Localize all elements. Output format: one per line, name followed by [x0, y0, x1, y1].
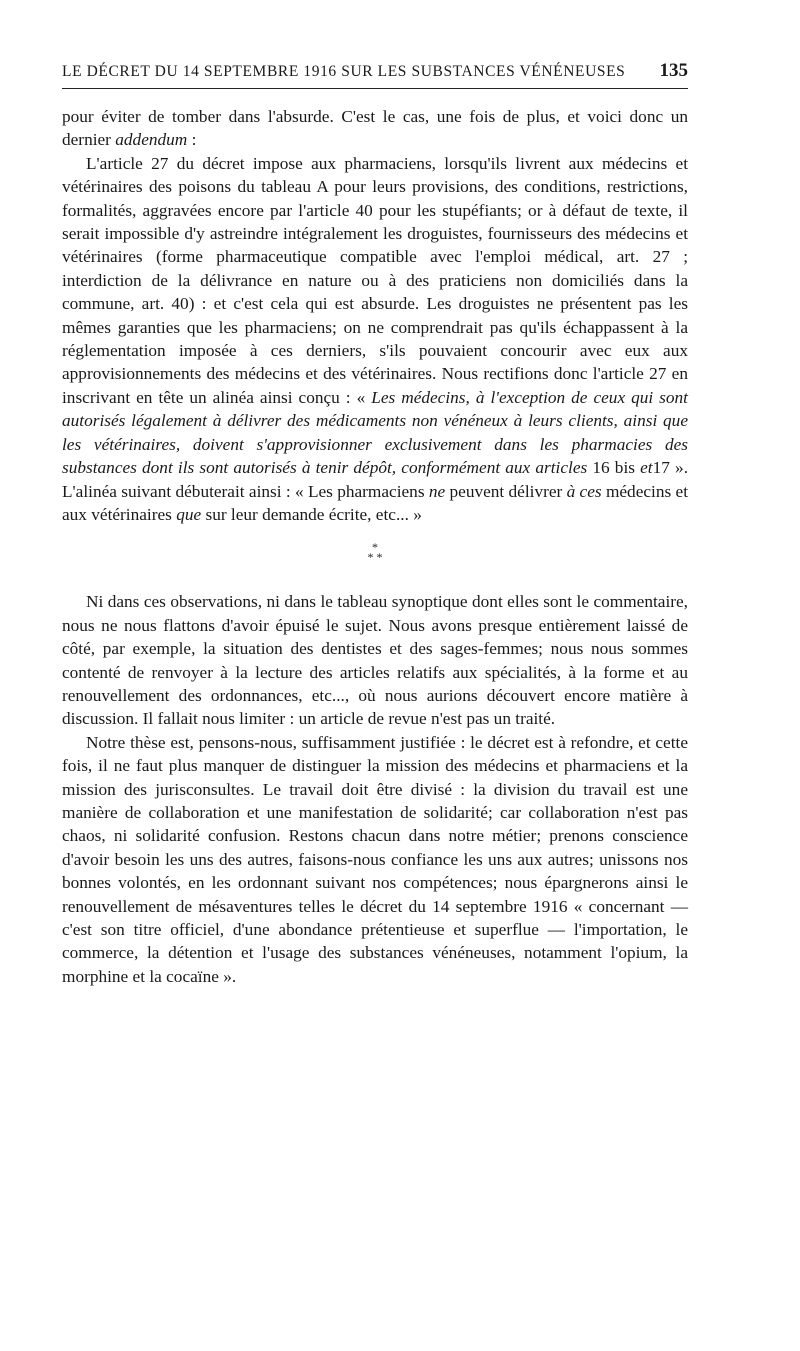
closing-text: sur leur demande écrite, etc... »: [201, 504, 422, 524]
article-ref-16bis: 16 bis: [592, 458, 635, 478]
paragraph-intro: [62, 105, 688, 152]
intro-text: pour éviter de tomber dans l'absurde. C'est le cas, une fois de plus, et voici donc un dernier: [62, 107, 688, 150]
ne-italic: ne: [428, 481, 446, 501]
quoted-amendment: Les médecins, à l'exception de ceux qui sont autorisés légalement à délivrer des médicaments non vénéneux à leurs clients, ainsi que les vétérinaires, doivent s'approvisionner exclusivement dans les pharmacies des substances dont ils sont autorisés à tenir dépôt, conformément aux articles: [62, 387, 688, 478]
que-italic: que: [176, 504, 202, 524]
et-italic: et: [640, 458, 653, 478]
section-separator: [62, 540, 688, 565]
paragraph-conclusion: Notre thèse est, pensons-nous, suffisamment justifiée : le décret est à refondre, et cette fois, il ne faut plus manquer de distinguer la mission des médecins et pharmaciens et la mission des jurisconsultes. Le travail doit être divisé : la division du travail est une manière de collaboration et une manifestation de solidarité; car collaboration n'est pas chaos, ni solidarité confusion. Restons chacun dans notre métier; prenons conscience d'avoir besoin les uns des autres, faisons-nous confiance les uns aux autres; unissons nos bonnes volontés, en les ordonnant suivant nos compétences; nous épargnerons ainsi le renouvellement de mésaventures telles le décret du 14 septembre 1916 « concernant — c'est son titre officiel, d'une abondance prétentieuse et superflue — l'importation, le commerce, la détention et l'usage des substances vénéneuses, notamment l'opium, la morphine et la cocaïne ».: [62, 732, 688, 986]
asterism-top: *: [372, 540, 378, 555]
asterism-bottom: * *: [367, 550, 383, 565]
body-text: [62, 105, 688, 988]
page: [62, 60, 688, 988]
paragraph-article-27: [62, 152, 688, 527]
a-ces-italic: à ces: [566, 481, 602, 501]
article-27-text: L'article 27 du décret impose aux pharmaciens, lorsqu'ils livrent aux médecins et vétérinaires des poisons du tableau A pour leurs provisions, des conditions, restrictions, formalités, aggravées encore par l'article 40 pour les stupéfiants; or à défaut de texte, il serait impossible d'y astreindre intégralement les droguistes, fournisseurs des médecins et vétérinaires (forme pharmaceutique compatible avec l'emploi médical, art. 27 ; interdiction de la délivrance en nature ou à des praticiens non domiciliés dans la commune, art. 40) : et c'est cela qui est absurde. Les droguistes ne présentent pas les mêmes garanties que les pharmaciens; on ne comprendrait pas qu'ils échappassent à la réglementation imposée à ces derniers, s'ils pouvaient concourir avec eux aux approvisionnements des médecins et des vétérinaires. Nous rectifions donc l'article 27 en inscrivant en tête un alinéa ainsi conçu : «: [62, 153, 688, 407]
following-alinea-text: ». L'alinéa suivant débuterait ainsi : « Les pharmaciens: [62, 458, 689, 501]
running-header: [62, 60, 688, 89]
peuvent-text: peuvent délivrer: [445, 481, 567, 501]
intro-colon: :: [187, 130, 197, 150]
running-title: LE DÉCRET DU 14 SEPTEMBRE 1916 SUR LES SUBSTANCES VÉNÉNEUSES: [62, 63, 626, 80]
paragraph-observations: Ni dans ces observations, ni dans le tableau synoptique dont elles sont le commentaire, nous ne nous flattons d'avoir épuisé le sujet. Nous avons presque entièrement laissé de côté, par exemple, la situation des dentistes et des sages-femmes; nous nous sommes contenté de renvoyer à la lecture des articles relatifs aux spécialités, à la forme et au renouvellement des ordonnances, etc..., où nous aurions découvert encore matière à discussion. Il fallait nous limiter : un article de revue n'est pas un traité.: [62, 592, 688, 729]
article-ref-17: 17: [652, 458, 670, 478]
medecins-text: médecins et aux vétérinaires: [62, 481, 688, 524]
page-number: 135: [659, 60, 688, 81]
addendum-italic: addendum: [115, 130, 188, 150]
